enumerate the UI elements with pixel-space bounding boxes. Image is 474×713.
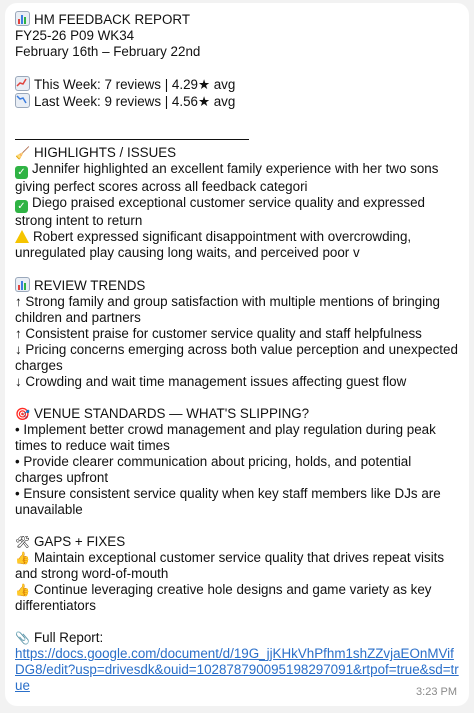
last-week-line [15,93,461,110]
bar-chart-icon [15,277,30,292]
standards-heading-line [15,406,461,422]
spacer [15,614,461,630]
highlights-heading: HIGHLIGHTS / ISSUES [34,145,177,160]
standard-item: • Provide clearer communication about pricing, holds, and potential charges upfront [15,454,412,485]
trends-heading-line [15,277,461,294]
trend-item: ↓ Crowding and wait time management issues affecting guest flow [15,374,407,389]
message-timestamp: 3:23 PM [416,686,457,698]
gap-item: 👍 Continue leveraging creative hole designs and game variety as key differentiators [15,582,432,613]
bar-chart-icon [15,11,30,26]
gaps-heading: GAPS + FIXES [34,534,126,549]
broom-icon: 🧹 [15,146,30,160]
trend-item: ↑ Consistent praise for customer service quality and staff helpfulness [15,326,422,341]
spacer [15,110,461,126]
chart-increasing-icon [15,76,30,91]
report-label-line [15,630,461,646]
spacer [15,518,461,534]
highlight-item: Robert expressed significant disappointment with overcrowding, unregulated play causing long waits, and perceived poor v [15,229,412,260]
thumbs-up-icon: 👍 [15,583,30,597]
spacer [15,390,461,406]
highlights-heading-line [15,145,461,161]
report-period: FY25-26 P09 WK34 [15,28,135,43]
highlight-item: ✓ Jennifer highlighted an excellent family experience with her two sons giving perfect scores across all feedback categori [15,161,439,194]
report-dates: February 16th – February 22nd [15,44,201,59]
spacer [15,261,461,277]
chart-decreasing-icon [15,93,30,108]
target-icon: 🎯 [15,407,30,421]
standard-item: • Implement better crowd management and play regulation during peak times to reduce wait times [15,422,436,453]
full-report-link[interactable]: https://docs.google.com/document/d/19G_jjKHkVhPfhm1shZZvjaEOnMVifDG8/edit?usp=drivesdk&ouid=102878790095198297091&rtpof=true&sd=true [15,646,459,693]
warning-icon [15,230,29,243]
standard-item: • Ensure consistent service quality when key staff members like DJs are unavailable [15,486,441,517]
trends-heading: REVIEW TRENDS [34,278,146,293]
trend-item: ↓ Pricing concerns emerging across both value perception and unexpected charges [15,342,458,373]
last-week-stats: Last Week: 9 reviews | 4.56★ avg [34,94,236,109]
trend-item: ↑ Strong family and group satisfaction with multiple mentions of bringing children and partners [15,294,440,325]
divider-line [15,126,249,140]
check-mark-icon: ✓ [15,200,28,213]
report-title: HM FEEDBACK REPORT [34,12,190,27]
message-bubble [5,3,469,706]
report-title-line [15,11,461,28]
highlight-item: ✓ Diego praised exceptional customer service quality and expressed strong intent to return [15,195,426,228]
paperclip-icon: 📎 [15,631,30,645]
this-week-stats: This Week: 7 reviews | 4.29★ avg [34,77,236,92]
thumbs-up-icon: 👍 [15,551,30,565]
this-week-line [15,76,461,93]
gaps-heading-line [15,534,461,550]
report-label: Full Report: [34,630,104,645]
check-mark-icon: ✓ [15,166,28,179]
gap-item: 👍 Maintain exceptional customer service quality that drives repeat visits and strong word-of-mouth [15,550,445,581]
tools-icon: 🛠 [15,535,31,549]
standards-heading: VENUE STANDARDS — WHAT'S SLIPPING? [34,406,310,421]
spacer [15,60,461,76]
